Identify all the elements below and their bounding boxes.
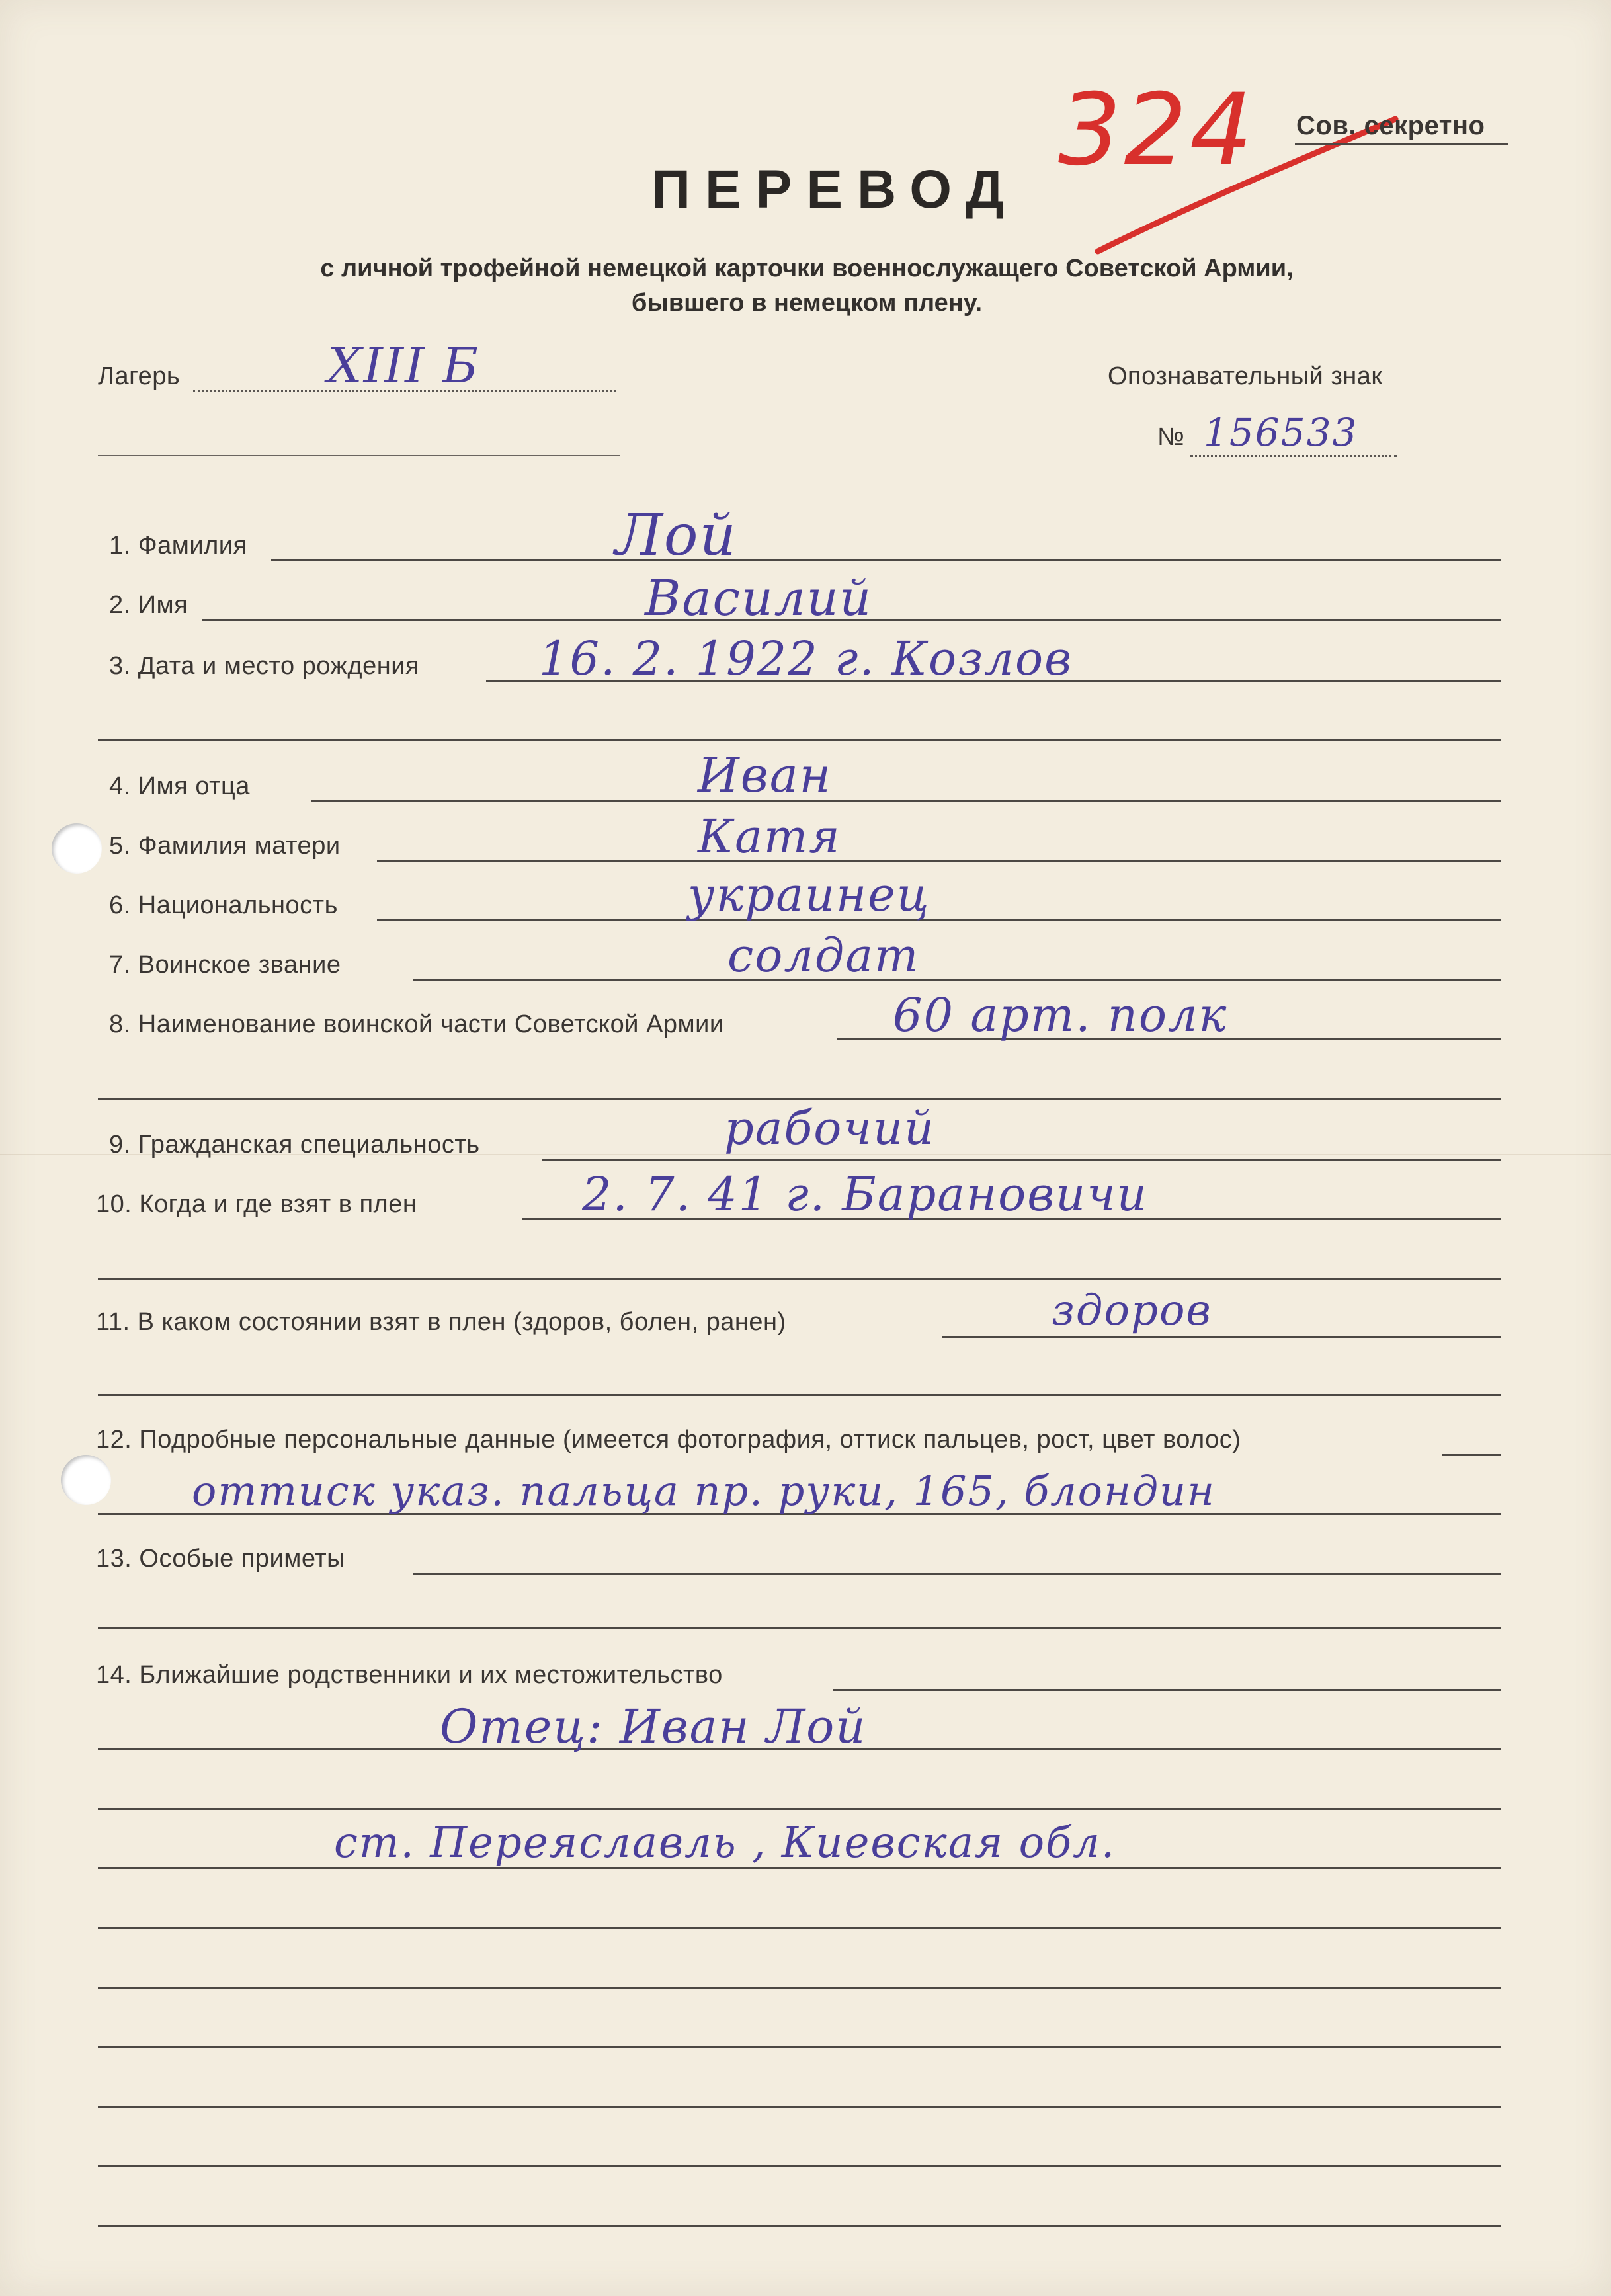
punch-hole bbox=[61, 1455, 111, 1505]
field-mother-line bbox=[377, 860, 1501, 862]
field-personal-line bbox=[1442, 1454, 1501, 1456]
field-condition-value: здоров bbox=[1052, 1286, 1212, 1335]
field-nationality-line bbox=[377, 919, 1501, 921]
field-birth-value: 16. 2. 1922 г. Козлов bbox=[539, 632, 1073, 686]
field-unit-label: 8. Наименование воинской части Советской Армии bbox=[109, 1010, 724, 1038]
camp-second-line bbox=[98, 455, 620, 456]
field-unit-value: 60 арт. полк bbox=[893, 988, 1228, 1042]
blank-line bbox=[98, 1867, 1501, 1869]
field-nationality-value: украинец bbox=[688, 868, 930, 922]
blank-line bbox=[98, 2046, 1501, 2048]
id-label: Опознавательный знак bbox=[1108, 362, 1383, 390]
field-profession-label: 9. Гражданская специальность bbox=[109, 1131, 480, 1159]
relatives-address-value: ст. Переяславль , Киевская обл. bbox=[334, 1819, 1116, 1867]
field-relatives-label: 14. Ближайшие родственники и их местожительство bbox=[96, 1661, 723, 1689]
field-marks-line-2 bbox=[98, 1627, 1501, 1629]
field-relatives-line bbox=[833, 1689, 1501, 1691]
id-value: 156533 bbox=[1204, 410, 1358, 455]
field-profession-line bbox=[542, 1159, 1501, 1161]
field-rank-value: солдат bbox=[727, 928, 920, 983]
field-father-line bbox=[311, 800, 1501, 802]
field-condition-line bbox=[942, 1336, 1501, 1338]
field-marks-label: 13. Особые приметы bbox=[96, 1545, 345, 1573]
field-personal-label: 12. Подробные персональные данные (имеется фотография, оттиск пальцев, рост, цвет волос) bbox=[96, 1426, 1241, 1454]
field-surname-value: Лой bbox=[615, 503, 737, 569]
blank-line bbox=[98, 1987, 1501, 1988]
subtitle-line-2: бывшего в немецком плену. bbox=[631, 289, 983, 317]
field-rank-label: 7. Воинское звание bbox=[109, 951, 341, 979]
field-father-value: Иван bbox=[698, 747, 833, 803]
field-name-value: Василий bbox=[645, 570, 873, 627]
field-relatives-value: Отец: Иван Лой bbox=[440, 1700, 867, 1754]
field-birth-line-2 bbox=[98, 739, 1501, 741]
field-marks-line bbox=[413, 1573, 1501, 1575]
blank-line bbox=[98, 1927, 1501, 1929]
camp-label: Лагерь bbox=[98, 362, 181, 390]
number-sign: № bbox=[1157, 423, 1185, 451]
field-unit-line-2 bbox=[98, 1098, 1501, 1100]
field-capture-value: 2. 7. 41 г. Барановичи bbox=[582, 1167, 1148, 1221]
blank-line bbox=[98, 2225, 1501, 2227]
stamp-number: 324 bbox=[1058, 73, 1256, 188]
page-title: ПЕРЕВОД bbox=[651, 159, 1019, 220]
field-name-label: 2. Имя bbox=[109, 591, 188, 619]
secret-label: Сов. секретно bbox=[1296, 111, 1485, 140]
field-mother-label: 5. Фамилия матери bbox=[109, 832, 341, 860]
field-capture-line-2 bbox=[98, 1278, 1501, 1280]
blank-line bbox=[98, 2165, 1501, 2167]
subtitle-line-1: с личной трофейной немецкой карточки военнослужащего Советской Армии, bbox=[320, 255, 1294, 282]
field-surname-line bbox=[271, 559, 1501, 561]
field-relatives-line-3 bbox=[98, 1808, 1501, 1810]
punch-hole bbox=[52, 823, 102, 874]
blank-line bbox=[98, 2106, 1501, 2108]
field-condition-line-2 bbox=[98, 1394, 1501, 1396]
field-rank-line bbox=[413, 979, 1501, 981]
field-father-label: 4. Имя отца bbox=[109, 772, 250, 800]
field-surname-label: 1. Фамилия bbox=[109, 532, 247, 559]
field-condition-label: 11. В каком состоянии взят в плен (здоров, болен, ранен) bbox=[96, 1308, 786, 1336]
field-personal-value: оттиск указ. пальца пр. руки, 165, блондин bbox=[192, 1467, 1216, 1515]
field-birth-label: 3. Дата и место рождения bbox=[109, 652, 420, 680]
id-dotline bbox=[1190, 455, 1397, 457]
field-mother-value: Катя bbox=[698, 809, 841, 864]
camp-value: XIII Б bbox=[327, 337, 480, 394]
field-profession-value: рабочий bbox=[724, 1101, 936, 1155]
field-nationality-label: 6. Национальность bbox=[109, 891, 338, 919]
secret-underline bbox=[1295, 143, 1508, 145]
field-capture-label: 10. Когда и где взят в плен bbox=[96, 1190, 417, 1218]
